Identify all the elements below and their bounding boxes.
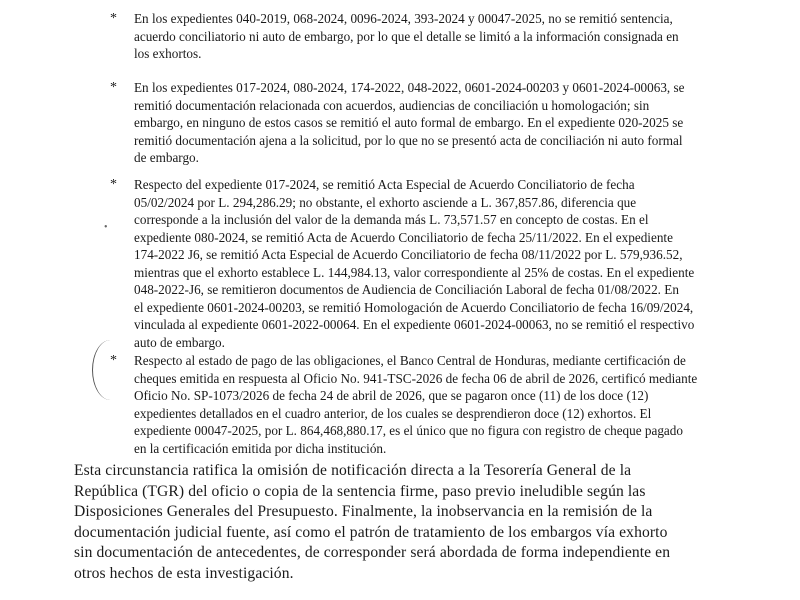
bullet-item-1 (110, 10, 728, 63)
text-line: en la certificación emitida por dicha institución. (134, 440, 387, 456)
bullet-asterisk-icon: * (110, 353, 117, 368)
text-line: 048-2022-J6, se remitieron documentos de Audiencia de Conciliación Laboral de fecha 01/08/2022. En (134, 282, 679, 297)
bullet-text (134, 79, 728, 167)
text-line: expediente 080-2024, se remitió Acta de Acuerdo Conciliatorio de fecha 25/11/2022. En el expediente (134, 229, 673, 245)
text-line: vinculada al expediente 0601-2022-00064. En el expediente 0601-2024-00063, no se remitió el respectivo (134, 317, 695, 332)
bullet-asterisk-icon: * (110, 80, 117, 95)
text-line: los exhortos. (134, 46, 202, 61)
text-line: En los expedientes 017-2024, 080-2024, 174-2022, 048-2022, 0601-2024-00203 y 0601-2024-00063, se (134, 80, 685, 95)
text-line: 05/02/2024 por L. 294,286.29; no obstante, el exhorto asciende a L. 367,857.86, diferencia que (134, 194, 637, 210)
bullet-item-3 (110, 176, 728, 351)
bullet-text (134, 352, 728, 457)
text-line: En los expedientes 040-2019, 068-2024, 0096-2024, 393-2024 y 00047-2025, no se remitió sentencia, (134, 11, 673, 26)
text-line: Oficio No. SP-1073/2026 de fecha 24 de abril de 2026, que se pagaron once (11) de los doce (12) (134, 388, 649, 403)
text-line: corresponde a la inclusión del valor de la demanda más L. 73,571.57 en concepto de costas. En el (134, 212, 649, 227)
text-line: sin documentación de antecedentes, de corresponder será abordada de forma independiente en (74, 544, 671, 562)
bullet-asterisk-icon: * (110, 177, 117, 192)
text-line: acuerdo conciliatorio ni auto de embargo, por lo que el detalle se limitó a la información consignada en (134, 28, 679, 44)
text-line: expedientes detallados en el cuadro anterior, de los cuales se desprendieron doce (12) exhortos. El (134, 405, 652, 421)
text-line: República (TGR) del oficio o copia de la sentencia firme, paso previo ineludible según las (74, 482, 646, 500)
bullet-text (134, 176, 728, 351)
text-line: otros hechos de esta investigación. (74, 564, 294, 582)
text-line: remitió documentación ajena a la solicitud, por lo que no se presentó acta de conciliación ni auto formal (134, 132, 683, 148)
text-line: Disposiciones Generales del Presupuesto. Finalmente, la inobservancia en la remisión de la (74, 503, 653, 521)
text-line: remitió documentación relacionada con acuerdos, audiencias de conciliación u homologación; sin (134, 97, 650, 113)
bullet-asterisk-icon: * (110, 11, 117, 26)
text-line: Respecto al estado de pago de las obligaciones, el Banco Central de Honduras, mediante certificación de (134, 353, 686, 368)
text-line: Esta circunstancia ratifica la omisión de notificación directa a la Tesorería General de la (74, 462, 632, 479)
bullet-item-2 (110, 79, 728, 167)
text-line: auto de embargo. (134, 334, 225, 350)
text-line: expediente 00047-2025, por L. 864,468,880.17, es el único que no figura con registro de cheque pagado (134, 423, 683, 438)
bullet-item-4 (110, 352, 728, 457)
text-line: el expediente 0601-2024-00203, se remitió Homologación de Acuerdo Conciliatorio de fecha 16/09/2024, (134, 299, 694, 315)
conclusion-paragraph (74, 461, 722, 585)
text-line: cheques emitida en respuesta al Oficio No. 941-TSC-2026 de fecha 06 de abril de 2026, certificó mediante (134, 370, 698, 386)
text-line: de embargo. (134, 150, 199, 165)
text-line: Respecto del expediente 017-2024, se remitió Acta Especial de Acuerdo Conciliatorio de fecha (134, 177, 635, 192)
text-line: mientras que el exhorto establece L. 144,984.13, valor correspondiente al 25% de costas. En el expediente (134, 264, 695, 280)
stray-dot-mark: • (104, 222, 108, 233)
bullet-text (134, 10, 728, 63)
text-line: 174-2022 J6, se remitió Acta Especial de Acuerdo Conciliatorio de fecha 08/11/2022 por L. 579,936.52, (134, 247, 683, 262)
text-line: embargo, en ninguno de estos casos se remitió el auto formal de embargo. En el expediente 020-2025 se (134, 115, 684, 130)
text-line: documentación judicial fuente, así como el patrón de tratamiento de los embargos vía exhorto (74, 523, 668, 541)
